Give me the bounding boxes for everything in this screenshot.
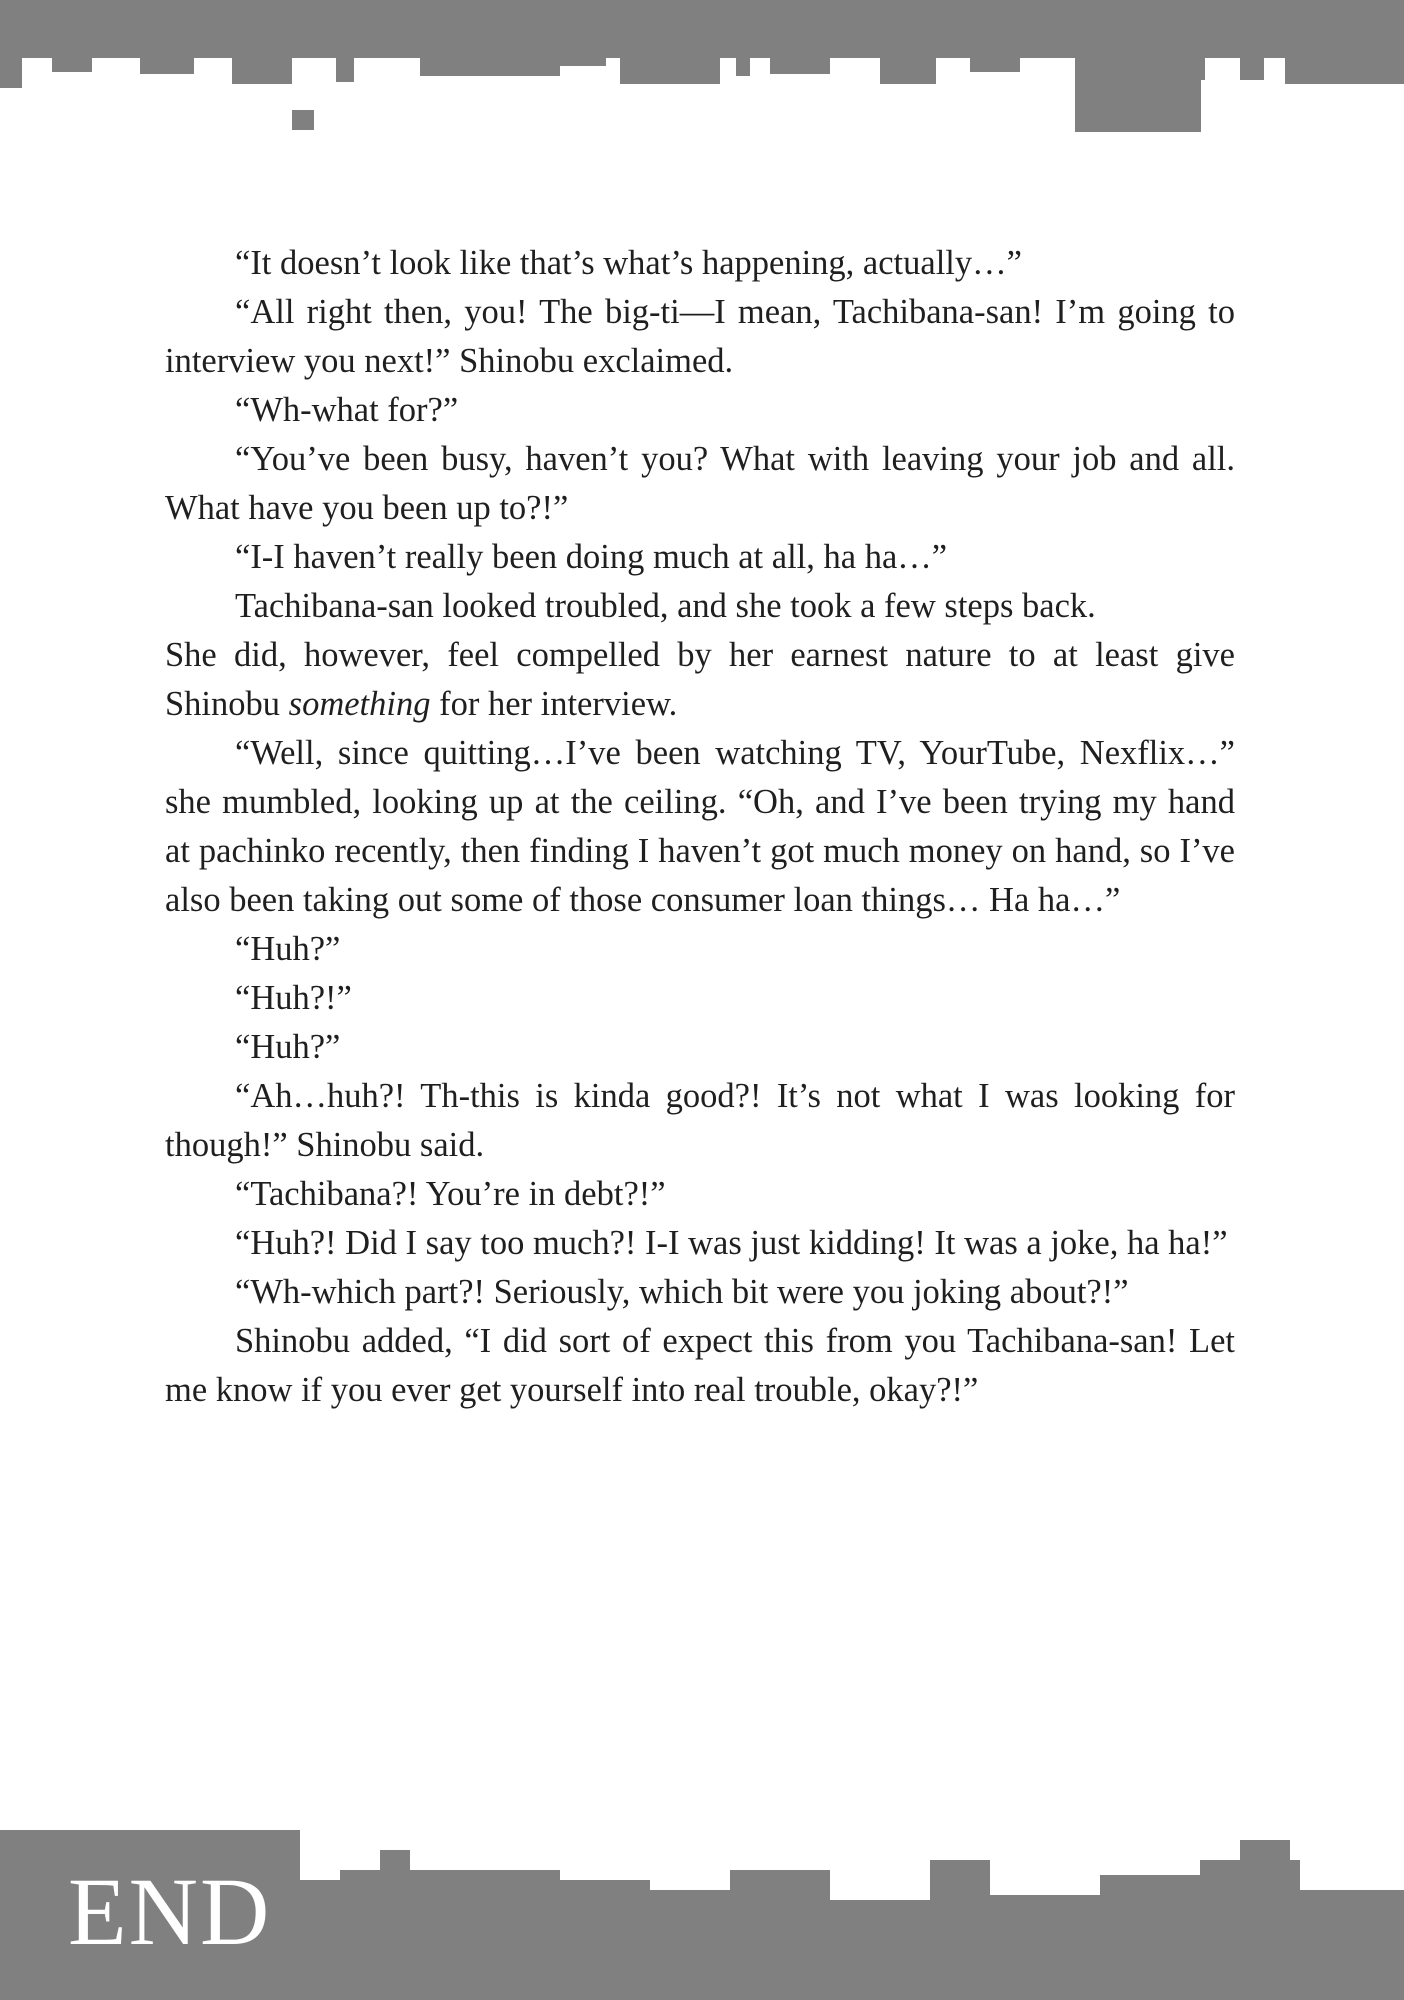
paragraph: “Ah…huh?! Th-this is kinda good?! It’s not what I was looking for though!” Shinobu said. [165, 1077, 1235, 1164]
end-mark: END [68, 1858, 272, 1965]
paragraph: “Huh?! Did I say too much?! I-I was just kidding! It was a joke, ha ha!” [235, 1224, 1228, 1262]
paragraph: “I-I haven’t really been doing much at all, ha ha…” [235, 538, 948, 576]
paragraph: “Huh?” [235, 1028, 341, 1066]
top-border-decoration [0, 0, 1404, 140]
paragraph: “Wh-which part?! Seriously, which bit were you joking about?!” [235, 1273, 1129, 1311]
story-text [165, 239, 1235, 1415]
paragraph-text: She did, however, feel compelled by her earnest nature to at least give Shinobu [165, 636, 1235, 723]
paragraph: “Huh?!” [235, 979, 352, 1017]
paragraph: “It doesn’t look like that’s what’s happening, actually…” [235, 244, 1022, 282]
paragraph: Shinobu added, “I did sort of expect this from you Tachibana-san! Let me know if you ever get yourself into real trouble, okay?!” [165, 1322, 1235, 1409]
paragraph: “You’ve been busy, haven’t you? What with leaving your job and all. What have you been up to?!” [165, 440, 1235, 527]
paragraph: Tachibana-san looked troubled, and she took a few steps back. [235, 587, 1096, 625]
paragraph-text: for her interview. [430, 685, 678, 723]
paragraph: “All right then, you! The big-ti—I mean, Tachibana-san! I’m going to interview you next!” Shinobu exclaimed. [165, 293, 1235, 380]
paragraph: “Wh-what for?” [235, 391, 459, 429]
paragraph: “Well, since quitting…I’ve been watching TV, YourTube, Nexflix…” she mumbled, looking up at the ceiling. “Oh, and I’ve been trying my hand at pachinko recently, then finding I haven’t got much money on hand, so I’ve also been taking out some of those consumer loan things… Ha ha…” [165, 734, 1235, 919]
paragraph: “Huh?” [235, 930, 341, 968]
paragraph: “Tachibana?! You’re in debt?!” [235, 1175, 666, 1213]
emphasis-text: something [288, 685, 431, 723]
paragraph [165, 631, 1235, 729]
